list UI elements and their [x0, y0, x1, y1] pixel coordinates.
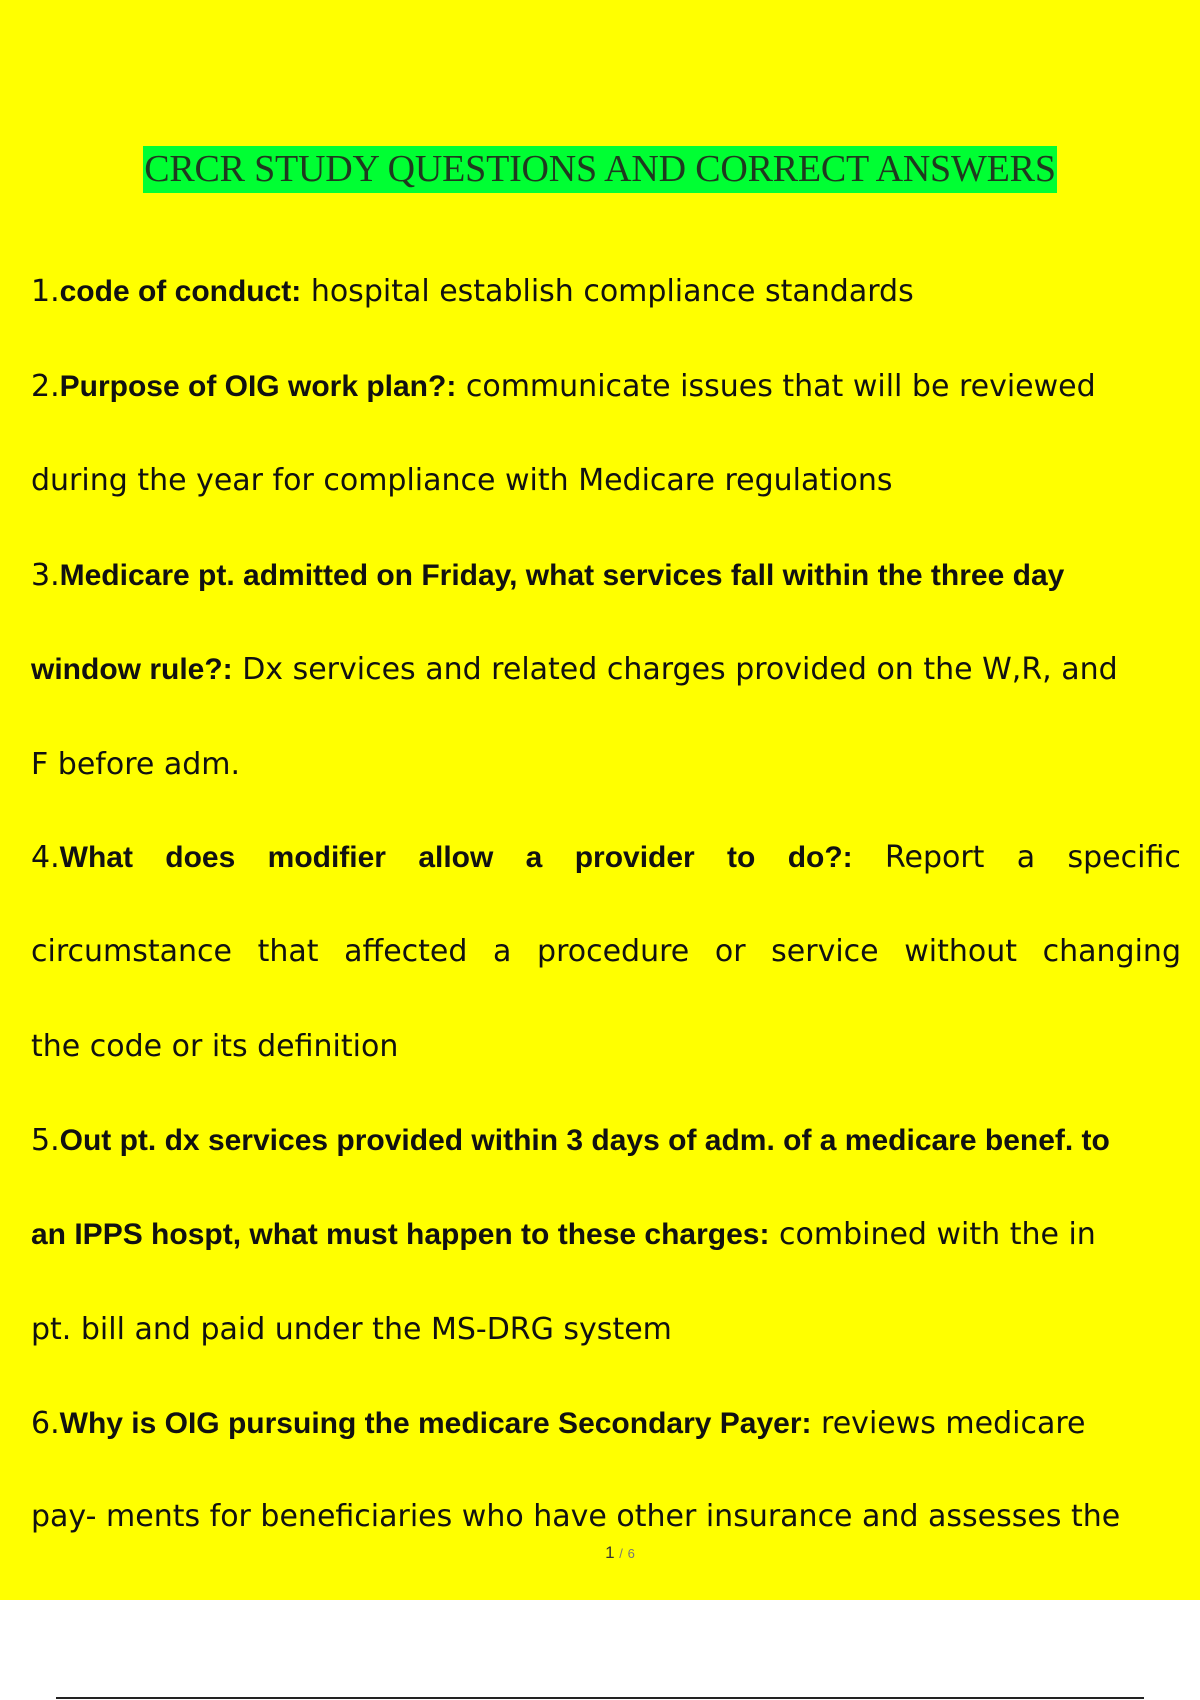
item-answer-word: without: [904, 934, 1018, 969]
item-number: 3.: [31, 558, 60, 593]
item-number: 4.: [31, 840, 60, 875]
item-answer: F before adm.: [31, 747, 241, 782]
item-answer: the code or its definition: [31, 1029, 399, 1064]
item-continuation: [31, 745, 1200, 785]
item-answer-word: that: [257, 934, 319, 969]
item-continuation: [31, 1215, 1200, 1255]
item-number-question: [31, 838, 133, 878]
item-question-word: allow: [418, 841, 494, 874]
item-question: Medicare pt. admitted on Friday, what services fall within the three day: [59, 559, 1065, 592]
item-answer-word: a: [493, 934, 512, 969]
item-answer: reviews medicare: [811, 1406, 1086, 1441]
item-answer-word: Report: [885, 840, 985, 875]
item-question: an IPPS hospt, what must happen to these charges:: [31, 1218, 770, 1251]
item-question-word: modifier: [267, 841, 386, 874]
list-item: [31, 556, 1200, 596]
item-question-word: does: [165, 841, 236, 874]
item-question: window rule?:: [31, 653, 233, 686]
item-question-word: to: [727, 841, 756, 874]
item-number: 2.: [31, 369, 60, 404]
item-answer: hospital establish compliance standards: [301, 274, 914, 309]
item-answer-word: a: [1016, 840, 1036, 875]
list-item: [31, 838, 1181, 878]
item-answer-word: specific: [1067, 840, 1181, 875]
item-question: Purpose of OIG work plan?:: [59, 370, 457, 403]
item-question: Out pt. dx services provided within 3 days of adm. of a medicare benef. to: [59, 1124, 1110, 1157]
item-answer: Dx services and related charges provided on the W,R, and: [232, 652, 1118, 687]
item-question-word: provider: [574, 841, 695, 874]
item-continuation: [31, 650, 1200, 690]
item-question: code of conduct:: [59, 275, 302, 308]
list-item: [31, 272, 1200, 312]
list-item: [31, 1404, 1200, 1444]
item-continuation: [31, 932, 1181, 972]
item-number: 1.: [31, 274, 60, 309]
item-answer-word: service: [771, 934, 879, 969]
item-answer: during the year for compliance with Medicare regulations: [31, 463, 893, 498]
item-question-word: a: [525, 841, 543, 874]
item-continuation: [31, 1027, 1200, 1067]
list-item: [31, 367, 1200, 407]
item-answer: pay- ments for beneficiaries who have other insurance and assesses the: [31, 1499, 1121, 1534]
item-number: 6.: [31, 1406, 60, 1441]
item-answer: combined with the in: [769, 1217, 1096, 1252]
document-title: CRCR STUDY QUESTIONS AND CORRECT ANSWERS: [143, 146, 1057, 193]
item-answer: pt. bill and paid under the MS-DRG system: [31, 1312, 672, 1347]
current-page: 1: [605, 1543, 615, 1562]
item-continuation: [31, 461, 1200, 501]
total-pages: 6: [627, 1546, 635, 1561]
item-answer-word: changing: [1042, 934, 1181, 969]
item-answer-word: or: [714, 934, 746, 969]
list-item: [31, 1121, 1200, 1161]
divider: [56, 1697, 1144, 1699]
item-answer-word: procedure: [537, 934, 690, 969]
item-continuation: [31, 1310, 1200, 1350]
item-number: 5.: [31, 1123, 60, 1158]
item-answer-word: affected: [344, 934, 468, 969]
item-question-word: do?:: [787, 841, 853, 874]
item-question-word: What: [59, 841, 133, 874]
page-indicator: [0, 1543, 1200, 1563]
item-answer-word: circumstance: [31, 934, 232, 969]
item-continuation: [31, 1497, 1200, 1537]
page-separator: /: [619, 1546, 623, 1561]
item-question: Why is OIG pursuing the medicare Secondary Payer:: [59, 1407, 812, 1440]
item-answer: communicate issues that will be reviewed: [456, 369, 1096, 404]
title-container: [0, 146, 1200, 193]
